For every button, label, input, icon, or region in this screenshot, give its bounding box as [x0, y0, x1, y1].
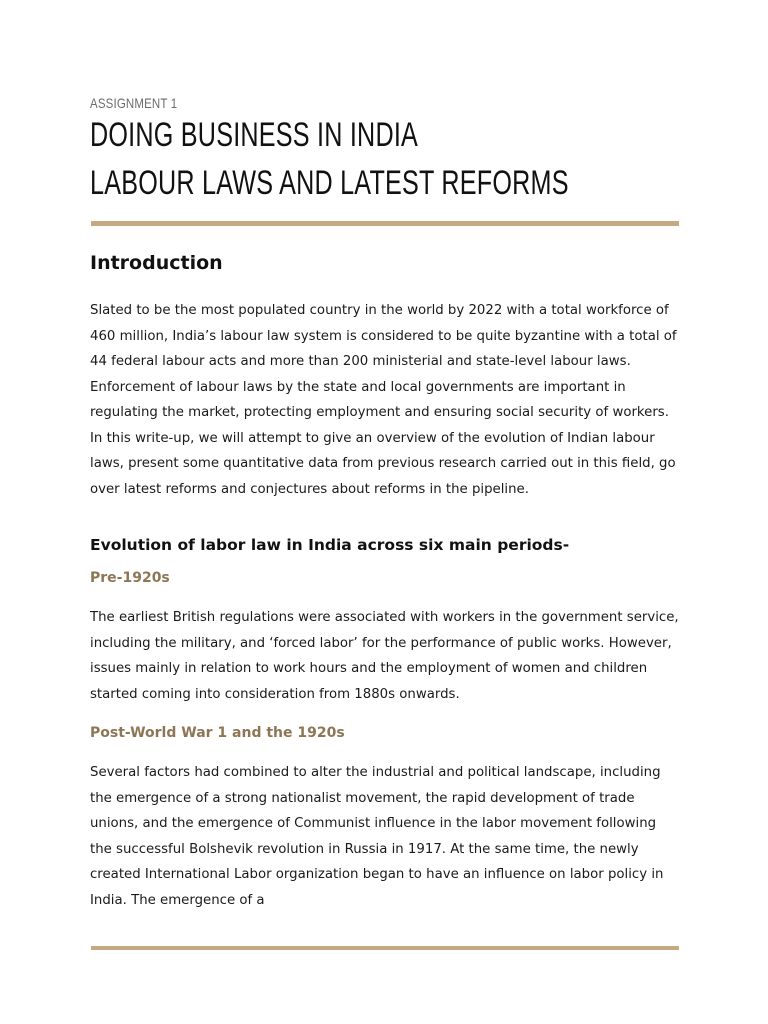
footer-divider [91, 946, 679, 950]
document-title: DOING BUSINESS IN INDIA [90, 116, 419, 154]
assignment-label: ASSIGNMENT 1 [90, 95, 178, 111]
period-paragraph-pre-1920s: The earliest British regulations were associated with workers in the government service, including the military, and ‘forced labor’ for the performance of public works. However, issues mainly in relation to work hours and the employment of women and children started coming into consideration from 1880s onwards. [90, 610, 679, 702]
introduction-heading: Introduction [90, 252, 223, 274]
period-heading-pre-1920s: Pre-1920s [90, 570, 170, 586]
document-subtitle: LABOUR LAWS AND LATEST REFORMS [90, 164, 569, 202]
period-paragraph-post-ww1: Several factors had combined to alter the industrial and political landscape, including the emergence of a strong nationalist movement, the rapid development of trade unions, and the emergence of Communist influence in the labor movement following the successful Bolshevik revolution in Russia in 1917. At the same time, the newly created International Labor organization began to have an influence on labor policy in India. The emergence of a [90, 765, 664, 908]
introduction-paragraph: Slated to be the most populated country in the world by 2022 with a total workforce of 460 million, India’s labour law system is considered to be quite byzantine with a total of 44 federal labour acts and more than 200 ministerial and state-level labour laws. Enforcement of labour laws by the state and local governments are important in regulating the market, protecting employment and ensuring social security of workers. In this write-up, we will attempt to give an overview of the evolution of Indian labour laws, present some quantitative data from previous research carried out in this field, go over latest reforms and conjectures about reforms in the pipeline. [90, 303, 677, 497]
evolution-heading: Evolution of labor law in India across six main periods- [90, 536, 570, 554]
header-divider [91, 221, 679, 226]
period-heading-post-ww1: Post-World War 1 and the 1920s [90, 725, 345, 741]
